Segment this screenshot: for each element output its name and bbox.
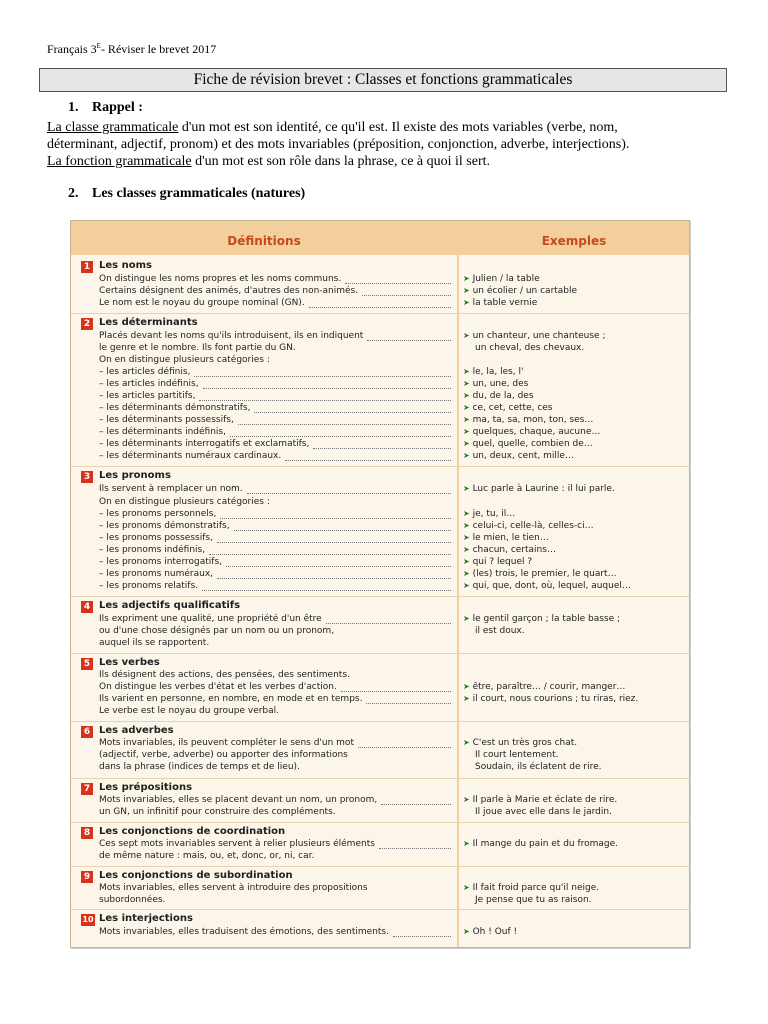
section1-title: Rappel : <box>92 100 143 115</box>
example-text <box>463 484 615 494</box>
section2-number: 2. <box>68 186 79 201</box>
definition-line: On distingue les verbes d'état et les verbes d'action. <box>99 682 337 692</box>
arrow-icon: ➤ <box>463 694 470 703</box>
arrow-icon: ➤ <box>463 533 470 542</box>
example-text <box>463 298 537 308</box>
dot-leader <box>381 804 451 805</box>
example-text <box>463 533 549 543</box>
definition-line: Le nom est le noyau du groupe nominal (GN). <box>99 298 305 308</box>
dot-leader <box>247 493 451 494</box>
section-number-3: 3 <box>81 471 93 483</box>
example-text <box>463 286 577 296</box>
example-value: un, une, des <box>472 379 529 389</box>
dot-leader <box>234 530 451 531</box>
example-value: Julien / la table <box>472 274 540 284</box>
example-text <box>463 545 556 555</box>
example-text <box>463 883 599 893</box>
example-value: un cheval, des chevaux. <box>475 343 585 353</box>
column-header-examples: Exemples <box>541 234 607 248</box>
section-separator <box>71 866 689 867</box>
header-rest: - Réviser le brevet 2017 <box>100 42 217 56</box>
section-number-6: 6 <box>81 726 93 738</box>
rappel-line-2: déterminant, adjectif, pronom) et des mots invariables (préposition, conjonction, adverbe, interjections). <box>47 137 630 152</box>
dot-leader <box>379 848 451 849</box>
rappel-line-1-text: d'un mot est son identité, ce qu'il est. Il existe des mots variables (verbe, nom, <box>178 120 618 135</box>
arrow-icon: ➤ <box>463 581 470 590</box>
definition-line: – les déterminants possessifs, <box>99 415 234 425</box>
arrow-icon: ➤ <box>463 331 470 340</box>
arrow-icon: ➤ <box>463 415 470 424</box>
example-text <box>463 521 594 531</box>
arrow-icon: ➤ <box>463 509 470 518</box>
example-text <box>463 682 625 692</box>
dot-leader <box>326 623 451 624</box>
example-value: Soudain, ils éclatent de rire. <box>475 762 602 772</box>
example-text <box>463 795 617 805</box>
table-header <box>71 221 689 255</box>
definition-line: – les pronoms relatifs. <box>99 581 198 591</box>
example-text <box>463 439 593 449</box>
example-text <box>475 750 558 760</box>
arrow-icon: ➤ <box>463 521 470 530</box>
example-value: Il joue avec elle dans le jardin. <box>475 807 612 817</box>
section-number-2: 2 <box>81 318 93 330</box>
example-text <box>475 762 602 772</box>
definition-line: – les pronoms démonstratifs, <box>99 521 230 531</box>
section-separator <box>71 822 689 823</box>
section-number-10: 10 <box>82 915 94 924</box>
example-value: Il fait froid parce qu'il neige. <box>472 883 600 893</box>
example-value: la table vernie <box>472 298 538 308</box>
dot-leader <box>313 448 451 449</box>
section-title-5: Les verbes <box>99 657 160 668</box>
definition-line: Placés devant les noms qu'ils introduisent, ils en indiquent <box>99 331 364 341</box>
header-subject: Français 3 <box>47 42 97 56</box>
section-number-5: 5 <box>81 658 93 670</box>
dot-leader <box>362 295 451 296</box>
definition-line: un GN, un infinitif pour construire des compléments. <box>99 807 336 817</box>
arrow-icon: ➤ <box>463 839 470 848</box>
definition-line: On en distingue plusieurs catégories : <box>99 355 270 365</box>
definition-line: – les pronoms personnels, <box>99 509 217 519</box>
column-header-definitions: Définitions <box>227 234 301 248</box>
definition-line: subordonnées. <box>99 895 166 905</box>
example-text <box>463 557 532 567</box>
arrow-icon: ➤ <box>463 484 470 493</box>
definition-line: On en distingue plusieurs catégories : <box>99 497 270 507</box>
example-value: Luc parle à Laurine : il lui parle. <box>472 484 615 494</box>
example-text <box>463 927 517 937</box>
example-value: Il court lentement. <box>475 750 559 760</box>
dot-leader <box>194 376 451 377</box>
section-title-2: Les déterminants <box>99 317 198 328</box>
definition-line: Mots invariables, elles servent à introduire des propositions <box>99 883 368 893</box>
definition-line: On distingue les noms propres et les noms communs. <box>99 274 342 284</box>
example-text <box>475 807 612 817</box>
section-separator <box>71 313 689 314</box>
dot-leader <box>230 436 451 437</box>
arrow-icon: ➤ <box>463 795 470 804</box>
definition-line: – les déterminants interrogatifs et exclamatifs, <box>99 439 310 449</box>
rappel-line-1 <box>47 119 737 136</box>
example-value: le gentil garçon ; la table basse ; <box>472 614 621 624</box>
arrow-icon: ➤ <box>463 379 470 388</box>
example-value: le, la, les, l' <box>472 367 524 377</box>
example-text <box>463 331 605 341</box>
dot-leader <box>345 283 451 284</box>
example-value: du, de la, des <box>472 391 534 401</box>
document-title: Fiche de révision brevet : Classes et fonctions grammaticales <box>39 68 727 92</box>
definition-line: – les articles partitifs, <box>99 391 196 401</box>
arrow-icon: ➤ <box>463 274 470 283</box>
definition-line: Certains désignent des animés, d'autres des non-animés. <box>99 286 359 296</box>
example-value: C'est un très gros chat. <box>472 738 578 748</box>
section-title-7: Les prépositions <box>99 782 193 793</box>
example-text <box>463 694 638 704</box>
example-value: (les) trois, le premier, le quart… <box>472 569 617 579</box>
example-text <box>463 509 515 519</box>
definition-line: Ils varient en personne, en nombre, en mode et en temps. <box>99 694 363 704</box>
definition-line: Mots invariables, ils peuvent compléter le sens d'un mot <box>99 738 354 748</box>
definition-line: Mots invariables, elles se placent devant un nom, un pronom, <box>99 795 378 805</box>
section-title-9: Les conjonctions de subordination <box>99 870 293 881</box>
section-separator <box>71 466 689 467</box>
dot-leader <box>199 400 451 401</box>
arrow-icon: ➤ <box>463 557 470 566</box>
header-sup: E <box>96 42 101 50</box>
dot-leader <box>203 388 451 389</box>
section-number-9: 9 <box>81 871 93 883</box>
definition-line: Ils expriment une qualité, une propriété d'un être <box>99 614 322 624</box>
section-number-4: 4 <box>81 601 93 613</box>
example-value: ma, ta, sa, mon, ton, ses… <box>472 415 594 425</box>
example-text <box>463 367 524 377</box>
arrow-icon: ➤ <box>463 367 470 376</box>
example-value: je, tu, il… <box>472 509 516 519</box>
section-title-10: Les interjections <box>99 913 193 924</box>
dot-leader <box>238 424 451 425</box>
arrow-icon: ➤ <box>463 614 470 623</box>
dot-leader <box>366 703 451 704</box>
example-value: quelques, chaque, aucune… <box>472 427 601 437</box>
dot-leader <box>367 340 451 341</box>
section-title-1: Les noms <box>99 260 152 271</box>
example-value: qui, que, dont, où, lequel, auquel… <box>472 581 631 591</box>
section1-number: 1. <box>68 100 79 115</box>
definition-line: – les déterminants numéraux cardinaux. <box>99 451 282 461</box>
arrow-icon: ➤ <box>463 439 470 448</box>
section-title-6: Les adverbes <box>99 725 174 736</box>
example-text <box>463 274 540 284</box>
example-value: Oh ! Ouf ! <box>472 927 518 937</box>
arrow-icon: ➤ <box>463 927 470 936</box>
definition-line: – les déterminants indéfinis, <box>99 427 226 437</box>
section-title-4: Les adjectifs qualificatifs <box>99 600 241 611</box>
dot-leader <box>217 542 451 543</box>
dot-leader <box>285 460 451 461</box>
section-separator <box>71 653 689 654</box>
arrow-icon: ➤ <box>463 298 470 307</box>
dot-leader <box>309 307 451 308</box>
example-value: un chanteur, une chanteuse ; <box>472 331 606 341</box>
rappel-line-3-text: d'un mot est son rôle dans la phrase, ce à quoi il sert. <box>191 154 491 169</box>
arrow-icon: ➤ <box>463 427 470 436</box>
dot-leader <box>254 412 451 413</box>
definition-line: (adjectif, verbe, adverbe) ou apporter des informations <box>99 750 348 760</box>
example-value: un, deux, cent, mille… <box>472 451 574 461</box>
section-title-3: Les pronoms <box>99 470 171 481</box>
section-separator <box>71 778 689 779</box>
fonction-grammaticale-term: La fonction grammaticale <box>47 154 192 169</box>
example-text <box>463 451 574 461</box>
definition-line: Ces sept mots invariables servent à relier plusieurs éléments <box>99 839 375 849</box>
example-value: être, paraître… / courir, manger… <box>472 682 626 692</box>
example-value: Il mange du pain et du fromage. <box>472 839 619 849</box>
example-text <box>463 379 528 389</box>
column-divider <box>457 221 459 947</box>
dot-leader <box>341 691 451 692</box>
definition-line: – les pronoms numéraux, <box>99 569 214 579</box>
example-value: ce, cet, cette, ces <box>472 403 553 413</box>
example-text <box>463 581 631 591</box>
example-value: il est doux. <box>475 626 525 636</box>
section2-title: Les classes grammaticales (natures) <box>92 186 306 201</box>
example-value: le mien, le tien… <box>472 533 549 543</box>
section1-heading <box>68 100 143 116</box>
example-value: celui-ci, celle-là, celles-ci… <box>472 521 594 531</box>
arrow-icon: ➤ <box>463 286 470 295</box>
definition-line: – les déterminants démonstratifs, <box>99 403 251 413</box>
dot-leader <box>393 936 451 937</box>
arrow-icon: ➤ <box>463 545 470 554</box>
arrow-icon: ➤ <box>463 883 470 892</box>
definition-line: Mots invariables, elles traduisent des émotions, des sentiments. <box>99 927 389 937</box>
dot-leader <box>220 518 451 519</box>
section-separator <box>71 909 689 910</box>
example-text <box>475 895 592 905</box>
classe-grammaticale-term: La classe grammaticale <box>47 120 179 135</box>
definition-line: dans la phrase (indices de temps et de lieu). <box>99 762 300 772</box>
definition-line: Ils servent à remplacer un nom. <box>99 484 243 494</box>
dot-leader <box>202 590 451 591</box>
example-value: il court, nous courions ; tu riras, riez. <box>472 694 639 704</box>
definition-line: – les pronoms interrogatifs, <box>99 557 222 567</box>
section-separator <box>71 596 689 597</box>
definition-line: – les pronoms indéfinis, <box>99 545 206 555</box>
example-text <box>463 614 620 624</box>
example-text <box>463 415 593 425</box>
arrow-icon: ➤ <box>463 403 470 412</box>
definition-line: ou d'une chose désignés par un nom ou un pronom, <box>99 626 335 636</box>
definition-line: – les articles indéfinis, <box>99 379 199 389</box>
dot-leader <box>217 578 451 579</box>
example-text <box>463 569 617 579</box>
definition-line: de même nature : mais, ou, et, donc, or, ni, car. <box>99 851 315 861</box>
definition-line: auquel ils se rapportent. <box>99 638 210 648</box>
grammar-classes-table <box>70 220 690 948</box>
example-text <box>475 626 525 636</box>
definition-line: – les pronoms possessifs, <box>99 533 213 543</box>
definition-line: – les articles définis, <box>99 367 191 377</box>
arrow-icon: ➤ <box>463 682 470 691</box>
example-text <box>475 343 584 353</box>
arrow-icon: ➤ <box>463 391 470 400</box>
dot-leader <box>209 554 451 555</box>
example-value: qui ? lequel ? <box>472 557 533 567</box>
arrow-icon: ➤ <box>463 569 470 578</box>
dot-leader <box>358 747 451 748</box>
section-number-1: 1 <box>81 261 93 273</box>
example-text <box>463 391 534 401</box>
definition-line: Le verbe est le noyau du groupe verbal. <box>99 706 280 716</box>
section-separator <box>71 721 689 722</box>
example-value: Il parle à Marie et éclate de rire. <box>472 795 618 805</box>
dot-leader <box>226 566 451 567</box>
example-value: quel, quelle, combien de… <box>472 439 593 449</box>
page-header <box>47 42 216 57</box>
definition-line: le genre et le nombre. Ils font partie du GN. <box>99 343 296 353</box>
example-value: chacun, certains… <box>472 545 556 555</box>
section-title-8: Les conjonctions de coordination <box>99 826 286 837</box>
example-text <box>463 427 600 437</box>
definition-line: Ils désignent des actions, des pensées, des sentiments. <box>99 670 350 680</box>
section-number-7: 7 <box>81 783 93 795</box>
example-value: Je pense que tu as raison. <box>475 895 592 905</box>
arrow-icon: ➤ <box>463 451 470 460</box>
example-text <box>463 403 553 413</box>
example-text <box>463 839 618 849</box>
section-number-8: 8 <box>81 827 93 839</box>
rappel-line-3 <box>47 153 737 170</box>
example-text <box>463 738 577 748</box>
arrow-icon: ➤ <box>463 738 470 747</box>
section2-heading <box>68 186 305 202</box>
example-value: un écolier / un cartable <box>472 286 578 296</box>
